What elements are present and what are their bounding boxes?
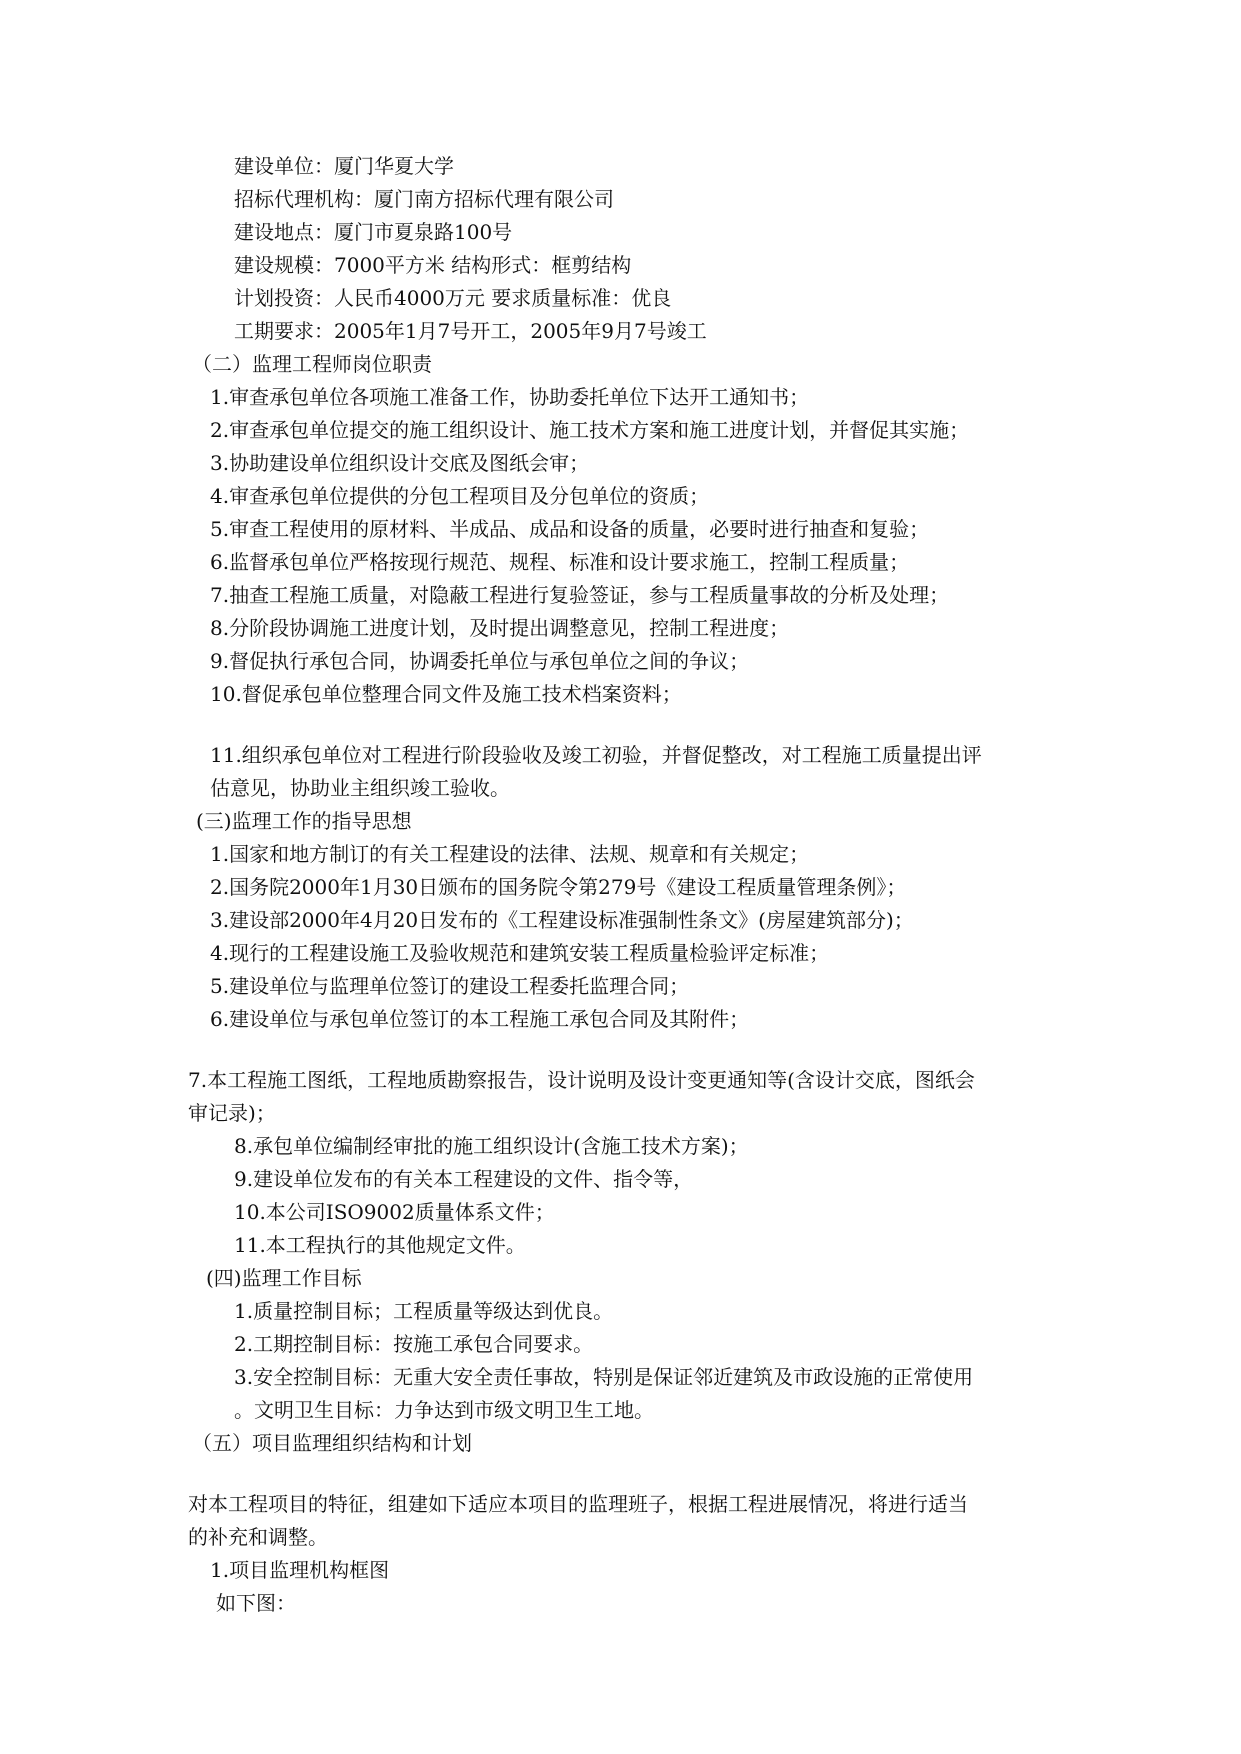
list-item: 9.督促执行承包合同，协调委托单位与承包单位之间的争议； (210, 649, 750, 673)
project-location: 建设地点：厦门市夏泉路100号 (234, 220, 513, 244)
section-heading: （二）监理工程师岗位职责 (192, 352, 432, 376)
list-item: 5.建设单位与监理单位签订的建设工程委托监理合同； (210, 974, 690, 998)
list-item-continuation: 审记录)； (188, 1101, 276, 1125)
list-item: 2.工期控制目标：按施工承包合同要求。 (234, 1332, 594, 1356)
note: 如下图： (216, 1591, 296, 1615)
list-item: 3.协助建设单位组织设计交底及图纸会审； (210, 451, 590, 475)
list-item: 11.组织承包单位对工程进行阶段验收及竣工初验，并督促整改，对工程施工质量提出评 (210, 743, 982, 767)
list-item: 10.督促承包单位整理合同文件及施工技术档案资料； (210, 682, 682, 706)
list-item: 3.安全控制目标：无重大安全责任事故，特别是保证邻近建筑及市政设施的正常使用 (234, 1365, 974, 1389)
list-item: 1.质量控制目标；工程质量等级达到优良。 (234, 1299, 614, 1323)
list-item: 7.抽查工程施工质量，对隐蔽工程进行复验签证，参与工程质量事故的分析及处理； (210, 583, 950, 607)
section-heading: (四)监理工作目标 (206, 1266, 362, 1290)
project-owner: 建设单位：厦门华夏大学 (234, 154, 454, 178)
list-item: 8.承包单位编制经审批的施工组织设计(含施工技术方案)； (234, 1134, 749, 1158)
list-item: 2.国务院2000年1月30日颁布的国务院令第279号《建设工程质量管理条例》； (210, 875, 907, 899)
list-item: 4.审查承包单位提供的分包工程项目及分包单位的资质； (210, 484, 710, 508)
project-investment: 计划投资：人民币4000万元 要求质量标准：优良 (234, 286, 672, 310)
section-heading: （五）项目监理组织结构和计划 (192, 1431, 472, 1455)
list-item: 3.建设部2000年4月20日发布的《工程建设标准强制性条文》(房屋建筑部分)； (210, 908, 914, 932)
list-item: 8.分阶段协调施工进度计划，及时提出调整意见，控制工程进度； (210, 616, 790, 640)
list-item: 6.监督承包单位严格按现行规范、规程、标准和设计要求施工，控制工程质量； (210, 550, 910, 574)
paragraph-continuation: 的补充和调整。 (188, 1525, 328, 1549)
paragraph: 对本工程项目的特征，组建如下适应本项目的监理班子，根据工程进展情况，将进行适当 (188, 1492, 968, 1516)
list-item-continuation: 。文明卫生目标：力争达到市级文明卫生工地。 (234, 1398, 654, 1422)
list-item: 11.本工程执行的其他规定文件。 (234, 1233, 526, 1257)
list-item-continuation: 估意见，协助业主组织竣工验收。 (210, 776, 510, 800)
list-item: 10.本公司ISO9002质量体系文件； (234, 1200, 555, 1224)
list-item: 2.审查承包单位提交的施工组织设计、施工技术方案和施工进度计划，并督促其实施； (210, 418, 970, 442)
list-item: 1.国家和地方制订的有关工程建设的法律、法规、规章和有关规定； (210, 842, 810, 866)
list-item: 7.本工程施工图纸，工程地质勘察报告，设计说明及设计变更通知等(含设计交底，图纸会 (188, 1068, 975, 1092)
list-item: 1.审查承包单位各项施工准备工作，协助委托单位下达开工通知书； (210, 385, 810, 409)
project-agency: 招标代理机构：厦门南方招标代理有限公司 (234, 187, 614, 211)
section-heading: (三)监理工作的指导思想 (196, 809, 412, 833)
list-item: 5.审查工程使用的原材料、半成品、成品和设备的质量，必要时进行抽查和复验； (210, 517, 930, 541)
list-item: 4.现行的工程建设施工及验收规范和建筑安装工程质量检验评定标准； (210, 941, 830, 965)
list-item: 9.建设单位发布的有关本工程建设的文件、指令等， (234, 1167, 694, 1191)
sub-heading: 1.项目监理机构框图 (210, 1558, 390, 1582)
project-scale: 建设规模：7000平方米 结构形式：框剪结构 (234, 253, 632, 277)
project-schedule: 工期要求：2005年1月7号开工，2005年9月7号竣工 (234, 319, 707, 343)
list-item: 6.建设单位与承包单位签订的本工程施工承包合同及其附件； (210, 1007, 750, 1031)
